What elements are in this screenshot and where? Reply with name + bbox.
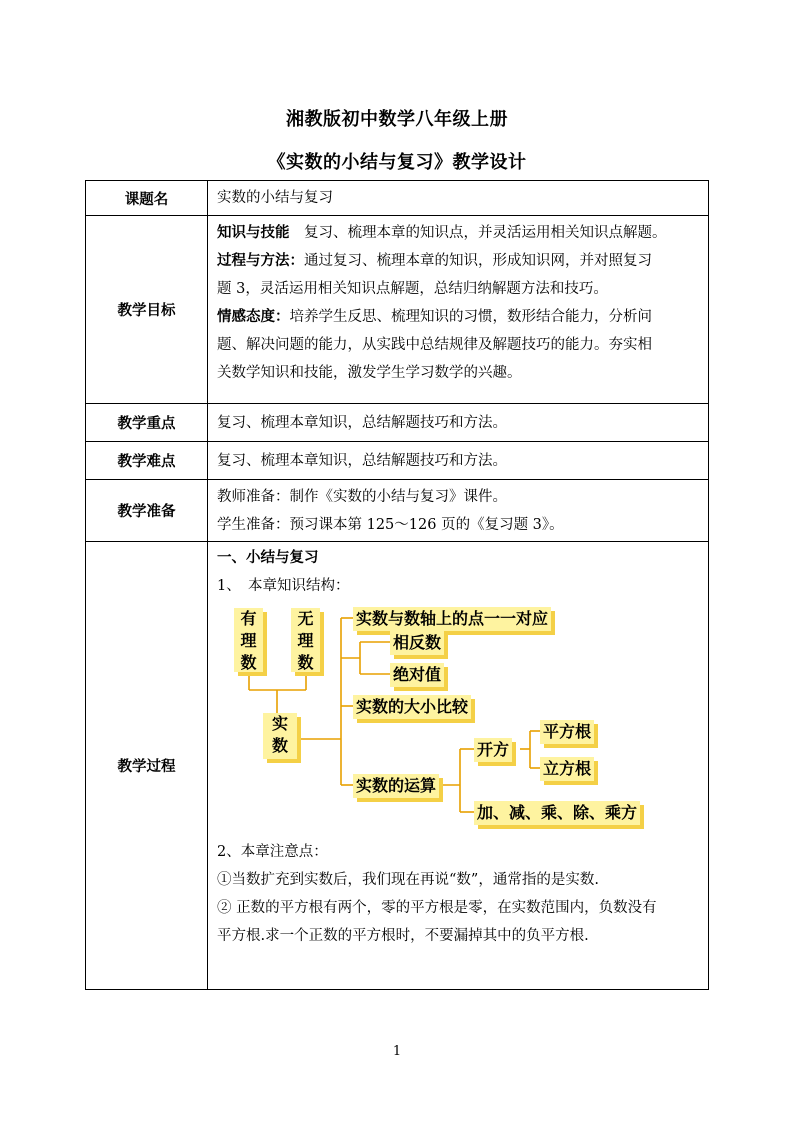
table-row-key-points <box>86 404 709 442</box>
process-content <box>208 542 709 990</box>
goal-knowledge-head: 知识与技能 <box>217 224 290 241</box>
knowledge-structure-diagram <box>217 602 697 834</box>
goal-process <box>217 247 702 275</box>
row-label-key-points: 教学重点 <box>86 404 208 442</box>
table-row-difficulties <box>86 442 709 480</box>
rational-char-3: 数 <box>240 653 257 672</box>
real-char-2: 数 <box>271 736 288 755</box>
difficulties-text: 复习、梳理本章知识，总结解题技巧和方法。 <box>217 452 507 469</box>
number-line-correspondence-box: 实数与数轴上的点一一对应 <box>353 607 551 631</box>
topic-text: 实数的小结与复习 <box>217 190 333 206</box>
goal-process-text: 通过复习、梳理本章的知识，形成知识网，并对照复习 <box>304 253 652 269</box>
row-label-topic: 课题名 <box>86 181 208 216</box>
table-row-preparation <box>86 480 709 542</box>
preparation-teacher: 教师准备：制作《实数的小结与复习》课件。 <box>217 488 507 505</box>
rational-char-2: 理 <box>240 631 257 650</box>
rational-number-box <box>234 608 263 672</box>
square-root-box: 平方根 <box>540 720 594 744</box>
section-title: 一、小结与复习 <box>217 549 319 566</box>
table-row-topic <box>86 181 709 216</box>
rational-char-1: 有 <box>240 609 257 628</box>
goal-attitude-text-2: 题、解决问题的能力，从实践中总结规律及解题技巧的能力。夯实相 <box>217 337 652 353</box>
page-number: 1 <box>392 1044 402 1059</box>
goal-process-text-2: 题 3，灵活运用相关知识点解题，总结归纳解题方法和技巧。 <box>217 281 608 297</box>
difficulties-value <box>208 442 709 480</box>
note-1: ①当数扩充到实数后，我们现在再说“数”，通常指的是实数. <box>217 872 599 888</box>
goal-knowledge <box>217 219 702 247</box>
cube-root-box: 立方根 <box>540 757 594 781</box>
goals-content <box>208 216 709 404</box>
document-subtitle: 《实数的小结与复习》教学设计 <box>267 152 527 173</box>
goal-attitude <box>217 303 702 331</box>
opposite-number-box: 相反数 <box>390 631 444 655</box>
lesson-plan-table <box>85 180 709 990</box>
absolute-value-box: 绝对值 <box>390 663 444 687</box>
document-title: 湘教版初中数学八年级上册 <box>286 109 508 130</box>
topic-value <box>208 181 709 216</box>
notes-heading: 2、本章注意点： <box>217 844 328 860</box>
goal-attitude-head: 情感态度： <box>217 308 290 325</box>
root-extraction-box: 开方 <box>474 738 512 762</box>
knowledge-structure-heading: 1、 本章知识结构： <box>217 578 350 594</box>
note-2: ② 正数的平方根有两个，零的平方根是零，在实数范围内，负数没有 <box>217 900 657 916</box>
preparation-student: 学生准备：预习课本第 125～126 页的《复习题 3》。 <box>217 516 564 533</box>
table-row-goals <box>86 216 709 404</box>
irrational-char-3: 数 <box>297 653 314 672</box>
goal-attitude-text-3: 关数学知识和技能，激发学生学习数学的兴趣。 <box>217 365 522 381</box>
preparation-value <box>208 480 709 542</box>
arithmetic-operations-box: 加、减、乘、除、乘方 <box>474 801 640 825</box>
goal-attitude-text: 培养学生反思、梳理知识的习惯，数形结合能力，分析问 <box>289 309 652 325</box>
goal-process-head: 过程与方法： <box>217 252 304 269</box>
row-label-preparation: 教学准备 <box>86 480 208 542</box>
compare-size-box: 实数的大小比较 <box>353 695 471 719</box>
irrational-char-1: 无 <box>297 609 314 628</box>
row-label-process: 教学过程 <box>86 542 208 990</box>
real-number-box <box>263 713 297 759</box>
goal-knowledge-text: 复习、梳理本章的知识点，并灵活运用相关知识点解题。 <box>304 225 667 241</box>
table-row-process <box>86 542 709 990</box>
real-char-1: 实 <box>271 714 288 733</box>
note-2-continued: 平方根.求一个正数的平方根时，不要漏掉其中的负平方根. <box>217 928 589 944</box>
irrational-number-box <box>291 608 320 672</box>
key-points-value <box>208 404 709 442</box>
row-label-difficulties: 教学难点 <box>86 442 208 480</box>
operations-box: 实数的运算 <box>353 774 439 798</box>
key-points-text: 复习、梳理本章知识，总结解题技巧和方法。 <box>217 414 507 431</box>
row-label-goals: 教学目标 <box>86 216 208 404</box>
irrational-char-2: 理 <box>297 631 314 650</box>
